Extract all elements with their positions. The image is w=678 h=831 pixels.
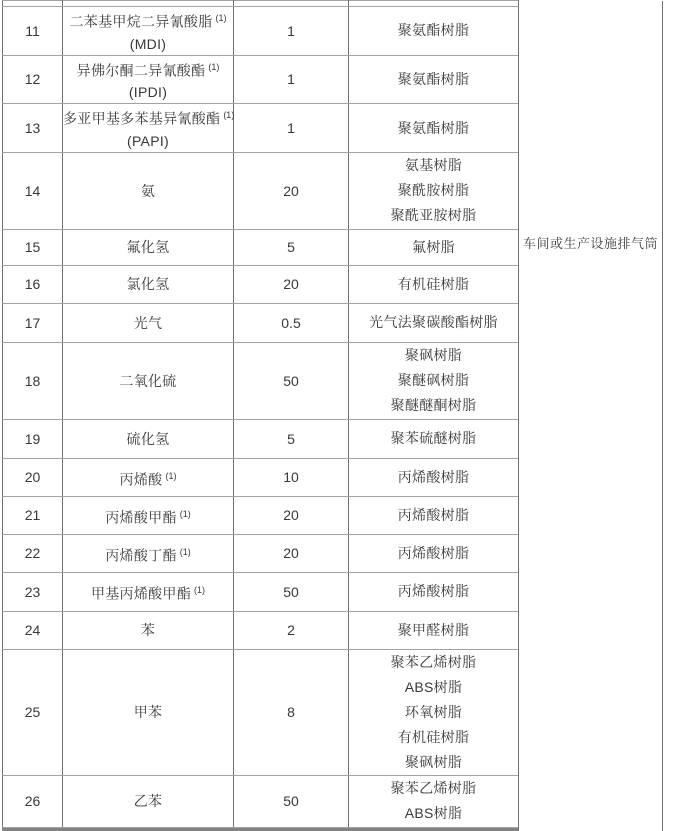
pollutant-name-text: 异佛尔酮二异氰酸酯 xyxy=(76,62,206,79)
pollutant-name-line xyxy=(63,312,233,334)
row-number-cell: 22 xyxy=(3,534,63,572)
resin-item: 聚酰胺树脂 xyxy=(397,182,470,199)
limit-value-cell: 1 xyxy=(234,104,349,153)
footnote-superscript: (1) xyxy=(215,13,227,23)
resin-item: 丙烯酸树脂 xyxy=(397,583,470,600)
row-number-cell: 21 xyxy=(3,496,63,534)
pollutant-name-text: 氯化氢 xyxy=(126,276,170,293)
pollutant-name-line xyxy=(63,236,233,258)
pollutant-name-cell xyxy=(63,55,234,104)
resin-item: 丙烯酸树脂 xyxy=(397,544,470,561)
row-number-cell: 15 xyxy=(3,229,63,265)
pollutant-name-text: 苯 xyxy=(140,622,156,639)
row-number-cell: 12 xyxy=(3,55,63,104)
resin-item: 聚醚砜树脂 xyxy=(397,372,470,389)
pollutant-name-text: 丙烯酸 xyxy=(119,471,163,488)
row-number-cell: 23 xyxy=(3,572,63,611)
resin-list-cell xyxy=(349,265,519,303)
resin-item: 聚醚醚酮树脂 xyxy=(390,397,477,414)
resin-item: 聚苯乙烯树脂 xyxy=(390,653,477,670)
pollutant-name-line xyxy=(63,541,233,567)
pollutant-name-text: 氟化氢 xyxy=(126,239,170,256)
row-number-cell: 17 xyxy=(3,303,63,342)
row-number-cell: 18 xyxy=(3,342,63,419)
limit-value-cell: 8 xyxy=(234,649,349,775)
limit-value-cell: 5 xyxy=(234,419,349,458)
row-number-cell: 13 xyxy=(3,104,63,153)
pollutant-name-line xyxy=(63,56,233,82)
pollutant-name-line xyxy=(63,104,233,130)
limit-value-cell: 10 xyxy=(234,458,349,496)
row-number-cell: 20 xyxy=(3,458,63,496)
resin-item: ABS树脂 xyxy=(404,678,463,695)
pollutant-name-cell xyxy=(63,572,234,611)
resin-list-cell xyxy=(349,419,519,458)
pollutant-name-line xyxy=(63,370,233,392)
resin-item: 聚苯乙烯树脂 xyxy=(390,780,477,797)
limit-value-cell: 1 xyxy=(234,7,349,56)
resin-item: 光气法聚碳酸酯树脂 xyxy=(369,314,498,331)
pollutant-abbrev-line: (PAPI) xyxy=(127,132,169,149)
pollutant-name-line xyxy=(63,701,233,723)
resin-item: 聚酰亚胺树脂 xyxy=(390,207,477,224)
resin-item: 丙烯酸树脂 xyxy=(397,506,470,523)
pollutant-name-line xyxy=(63,273,233,295)
row-number-cell: 19 xyxy=(3,419,63,458)
footnote-superscript: (1) xyxy=(165,470,177,481)
row-number-cell: 16 xyxy=(3,265,63,303)
table-bottom-border xyxy=(3,827,519,831)
pollutant-name-text: 硫化氢 xyxy=(126,430,170,447)
pollutant-name-cell xyxy=(63,265,234,303)
exhaust-stack-cell: 车间或生产设施排气筒 xyxy=(519,1,663,831)
limit-value-cell: 20 xyxy=(234,152,349,229)
resin-list-cell xyxy=(349,229,519,265)
resin-list-cell xyxy=(349,7,519,56)
footnote-superscript: (1) xyxy=(179,508,191,519)
pollutant-name-text: 甲苯 xyxy=(133,704,163,721)
pollutant-name-cell xyxy=(63,342,234,419)
pollutant-name-text: 甲基丙烯酸甲酯 xyxy=(90,585,192,602)
resin-item: 聚氨酯树脂 xyxy=(397,119,470,136)
pollutant-name-line xyxy=(63,503,233,529)
limit-value-cell: 20 xyxy=(234,265,349,303)
resin-item: 聚砜树脂 xyxy=(404,347,463,364)
pollutant-abbrev-line: (MDI) xyxy=(129,35,167,52)
pollutant-name-text: 丙烯酸丁酯 xyxy=(105,547,177,564)
pollutant-name-text: 二苯基甲烷二异氰酸脂 xyxy=(69,13,213,30)
resin-item: 聚甲醛树脂 xyxy=(397,621,470,638)
limit-value-cell: 20 xyxy=(234,496,349,534)
limit-value-cell: 50 xyxy=(234,572,349,611)
pollutant-name-line xyxy=(63,579,233,605)
resin-item: 氨基树脂 xyxy=(404,157,463,174)
resin-item: 有机硅树脂 xyxy=(397,728,470,745)
footnote-superscript: (1) xyxy=(223,110,235,121)
resin-list-cell xyxy=(349,775,519,827)
resin-list-cell xyxy=(349,534,519,572)
pollutant-name-line xyxy=(63,465,233,491)
resin-list-cell xyxy=(349,458,519,496)
pollutant-name-cell xyxy=(63,104,234,153)
resin-item: 环氧树脂 xyxy=(404,703,463,720)
footnote-superscript: (1) xyxy=(179,546,191,557)
resin-item: 聚氨酯树脂 xyxy=(397,70,470,87)
resin-list-cell xyxy=(349,611,519,649)
limit-value-cell: 1 xyxy=(234,55,349,104)
pollutant-name-line xyxy=(63,7,233,33)
limit-value-cell: 50 xyxy=(234,775,349,827)
pollutant-name-text: 丙烯酸甲酯 xyxy=(105,509,177,526)
resin-list-cell xyxy=(349,649,519,775)
emission-limits-table xyxy=(2,0,663,831)
pollutant-name-cell xyxy=(63,458,234,496)
pollutant-name-cell xyxy=(63,649,234,775)
resin-list-cell xyxy=(349,152,519,229)
limit-value-cell: 2 xyxy=(234,611,349,649)
limit-value-cell: 50 xyxy=(234,342,349,419)
resin-item: 氟树脂 xyxy=(412,238,455,255)
pollutant-name-line xyxy=(63,180,233,202)
row-number-cell: 11 xyxy=(3,7,63,56)
resin-list-cell xyxy=(349,303,519,342)
row-number-cell: 24 xyxy=(3,611,63,649)
resin-item: ABS树脂 xyxy=(404,805,463,822)
resin-list-cell xyxy=(349,496,519,534)
pollutant-name-cell xyxy=(63,7,234,56)
pollutant-name-text: 二氧化硫 xyxy=(119,372,177,389)
row-number-cell: 25 xyxy=(3,649,63,775)
pollutant-name-cell xyxy=(63,303,234,342)
pollutant-name-text: 多亚甲基多苯基异氰酸酯 xyxy=(63,110,221,127)
pollutant-name-cell xyxy=(63,419,234,458)
resin-list-cell xyxy=(349,342,519,419)
pollutant-name-text: 乙苯 xyxy=(133,793,163,810)
pollutant-name-cell xyxy=(63,775,234,827)
pollutant-abbrev-line: (IPDI) xyxy=(128,84,168,101)
resin-item: 丙烯酸树脂 xyxy=(397,468,470,485)
pollutant-name-cell xyxy=(63,496,234,534)
pollutant-name-cell xyxy=(63,534,234,572)
row-number-cell: 26 xyxy=(3,775,63,827)
footnote-superscript: (1) xyxy=(194,585,206,596)
limit-value-cell: 5 xyxy=(234,229,349,265)
pollutant-name-line xyxy=(63,428,233,450)
limit-value-cell: 20 xyxy=(234,534,349,572)
pollutant-name-cell xyxy=(63,611,234,649)
pollutant-name-cell xyxy=(63,152,234,229)
limit-value-cell: 0.5 xyxy=(234,303,349,342)
resin-item: 聚苯硫醚树脂 xyxy=(390,430,477,447)
resin-item: 聚氨酯树脂 xyxy=(397,22,470,39)
row-number-cell: 14 xyxy=(3,152,63,229)
resin-list-cell xyxy=(349,55,519,104)
pollutant-name-line xyxy=(63,619,233,641)
pollutant-name-cell xyxy=(63,229,234,265)
resin-list-cell xyxy=(349,572,519,611)
resin-list-cell xyxy=(349,104,519,153)
pollutant-name-text: 氨 xyxy=(140,182,156,199)
pollutant-name-line xyxy=(63,790,233,812)
resin-item: 有机硅树脂 xyxy=(397,275,470,292)
footnote-superscript: (1) xyxy=(208,61,220,72)
resin-item: 聚砜树脂 xyxy=(404,753,463,770)
pollutant-name-text: 光气 xyxy=(133,314,163,331)
